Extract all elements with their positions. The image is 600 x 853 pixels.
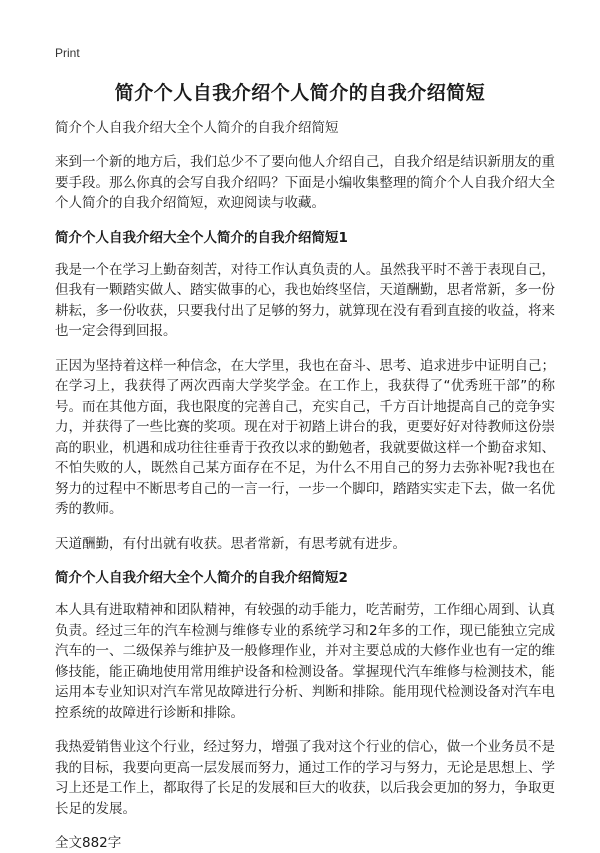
intro-paragraph: 来到一个新的地方后，我们总少不了要向他人介绍自己，自我介绍是结识新朋友的重要手段。那么你真的会写自我介绍吗？下面是小编收集整理的简介个人自我介绍大全个人简介的自我介绍简短，欢迎阅读与收藏。	[55, 154, 555, 211]
section-heading-1: 简介个人自我介绍大全个人简介的自我介绍简短1	[55, 229, 348, 246]
section-2-paragraph-2: 我热爱销售业这个行业，经过努力，增强了我对这个行业的信心，做一个业务员不是我的目标，我要向更高一层发展而努力，通过工作的学习与努力，无论是思想上、学习上还是工作上，都取得了长足的发展和巨大的收获，以后我会更加的努力，争取更长足的发展。	[55, 739, 555, 817]
section-1-paragraph-3: 天道酬勤，有付出就有收获。思者常新，有思考就有进步。	[55, 535, 406, 552]
page-title: 简介个人自我介绍个人简介的自我介绍简短	[114, 82, 486, 104]
article-subtitle: 简介个人自我介绍大全个人简介的自我介绍简短	[55, 120, 339, 136]
section-1-paragraph-2: 正因为坚持着这样一种信念，在大学里，我也在奋斗、思考、追求进步中证明自己；在学习上，我获得了两次西南大学奖学金。在工作上，我获得了“优秀班干部”的称号。而在其他方面，我也限度的完善自己，充实自己，千方百计地提高自己的竞争实力，并获得了一些比赛的奖项。现在对于初踏上讲台的我，更要好好对待教师这份崇高的职业，机遇和成功往往垂青于孜孜以求的勤勉者，我就要做这样一个勤奋求知、不怕失败的人，既然自己某方面存在不足，为什么不用自己的努力去弥补呢?我也在努力的过程中不断思考自己的一言一行，一步一个脚印，踏踏实实走下去，做一名优秀的教师。	[55, 357, 555, 517]
section-heading-2: 简介个人自我介绍大全个人简介的自我介绍简短2	[55, 570, 348, 586]
word-count: 全文882字	[55, 835, 122, 851]
print-link[interactable]: Print	[55, 46, 80, 60]
article-body	[55, 118, 555, 853]
section-2-paragraph-1: 本人具有进取精神和团队精神，有较强的动手能力，吃苦耐劳，工作细心周到、认真负责。经过三年的汽车检测与维修专业的系统学习和2年多的工作，现已能独立完成汽车的一、二级保养与维护及一般修理作业，并对主要总成的大修作业也有一定的维修技能，能正确地使用常用维护设备和检测设备。掌握现代汽车维修与检测技术，能运用本专业知识对汽车常见故障进行分析、判断和排除。能用现代检测设备对汽车电控系统的故障进行诊断和排除。	[55, 602, 555, 721]
section-1-paragraph-1: 我是一个在学习上勤奋刻苦，对待工作认真负责的人。虽然我平时不善于表现自己，但我有一颗踏实做人、踏实做事的心，我也始终坚信，天道酬勤，思者常新，多一份耕耘，多一份收获，只要我付出了足够的努力，就算现在没有看到直接的收益，将来也一定会得到回报。	[55, 261, 555, 339]
